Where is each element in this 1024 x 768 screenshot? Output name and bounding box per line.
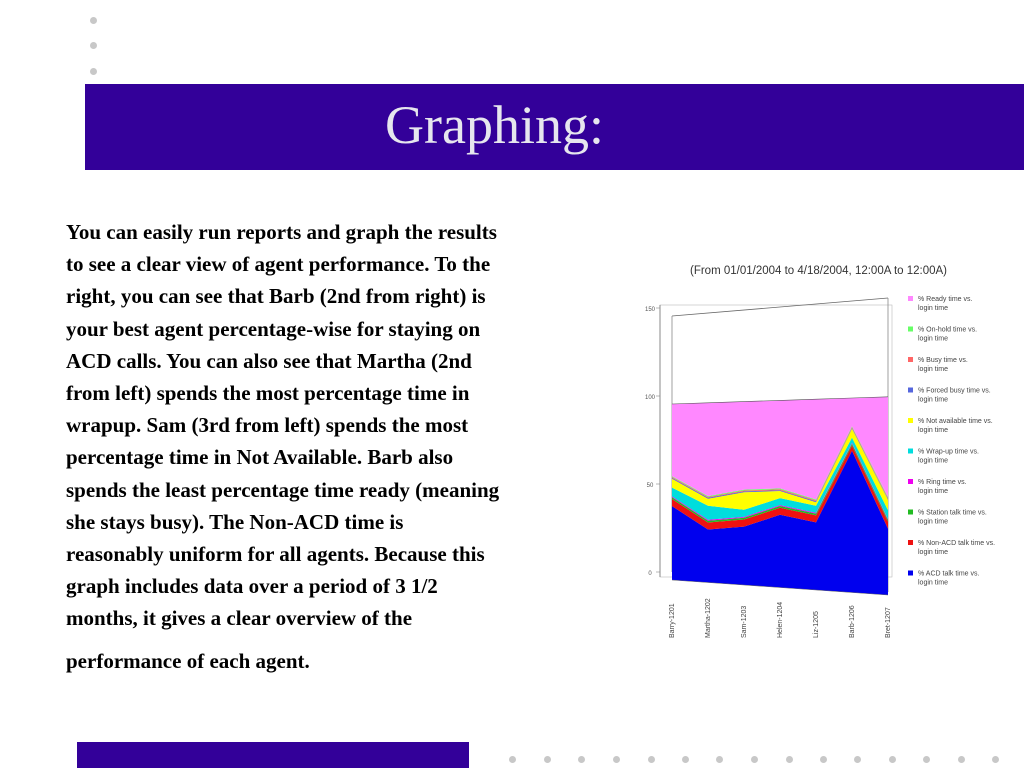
legend-label-line: login time: [918, 305, 948, 312]
x-tick-label: Barry-1201: [669, 603, 676, 638]
body-text-line: from left) spends the most percentage time in: [66, 381, 470, 406]
decorative-dot: [578, 756, 585, 763]
legend-swatch: [908, 540, 913, 545]
decorative-dot: [716, 756, 723, 763]
legend-label-line: login time: [918, 518, 948, 526]
x-tick-label: Bret-1207: [885, 607, 892, 638]
body-text-line: she stays busy). The Non-ACD time is: [66, 509, 404, 534]
legend-label: [918, 418, 993, 434]
legend-label-line: login time: [918, 396, 948, 404]
legend-label: [918, 449, 979, 465]
agent-performance-chart: [640, 250, 1000, 650]
x-tick-label: Martha-1202: [705, 598, 712, 638]
y-tick-label: 0: [648, 571, 652, 577]
decorative-dot: [854, 756, 861, 763]
x-tick-label: Barb-1206: [849, 605, 856, 638]
body-text-line: right, you can see that Barb (2nd from right) is: [66, 284, 486, 309]
chart-title: (From 01/01/2004 to 4/18/2004, 12:00A to 12:00A): [690, 265, 948, 277]
decorative-dot: [751, 756, 758, 763]
legend-label-line: % Station talk time vs.: [918, 509, 987, 517]
body-text-line: wrapup. Sam (3rd from left) spends the most: [66, 413, 469, 438]
legend-label-line: % On-hold time vs.: [918, 326, 978, 334]
decorative-dot: [820, 756, 827, 763]
legend-label-line: login time: [918, 579, 948, 587]
decorative-dot: [923, 756, 930, 763]
decorative-dot: [992, 756, 999, 763]
decorative-dot: [613, 756, 620, 763]
decorative-dot: [786, 756, 793, 763]
y-tick-label: 100: [644, 395, 656, 401]
body-text-line: graph includes data over a period of 3 1/2: [66, 574, 438, 599]
bottom-bar: [77, 742, 469, 768]
legend-swatch: [908, 327, 913, 332]
decorative-dot: [90, 17, 97, 24]
legend-label: [918, 479, 967, 495]
decorative-dot: [544, 756, 551, 763]
legend-label: [918, 571, 980, 587]
legend-swatch: [908, 388, 913, 393]
body-text-line: spends the least percentage time ready (meaning: [66, 477, 500, 502]
decorative-dot: [648, 756, 655, 763]
decorative-dot: [958, 756, 965, 763]
decorative-dot: [509, 756, 516, 763]
decorative-dot: [889, 756, 896, 763]
legend-label-line: % Wrap-up time vs.: [918, 448, 979, 456]
body-text-line: your best agent percentage-wise for staying on: [66, 316, 481, 341]
legend-swatch: [908, 296, 913, 301]
legend-label-line: % Not available time vs.: [918, 418, 993, 425]
legend-label-line: % Forced busy time vs.: [918, 387, 991, 395]
y-tick-label: 150: [644, 307, 656, 313]
body-text-line: percentage time in Not Available. Barb also: [66, 445, 454, 470]
legend-swatch: [908, 449, 913, 454]
legend-swatch: [908, 571, 913, 576]
body-text-line: months, it gives a clear overview of the: [66, 606, 413, 631]
y-tick-label: 50: [646, 483, 654, 489]
body-text-line: performance of each agent.: [66, 648, 310, 673]
legend-swatch: [908, 357, 913, 362]
legend-label: [918, 388, 991, 404]
legend-label-line: % Ring time vs.: [918, 479, 967, 486]
legend-label-line: login time: [918, 549, 948, 556]
decorative-dot: [682, 756, 689, 763]
legend-label-line: % Ready time vs.: [918, 296, 973, 303]
legend-label-line: % Busy time vs.: [918, 357, 968, 364]
legend-label: [918, 327, 977, 343]
decorative-dot: [90, 42, 97, 49]
x-tick-label: Sam-1203: [741, 605, 748, 638]
page-title: Graphing:: [385, 95, 604, 155]
legend-swatch: [908, 418, 913, 423]
body-text-line: ACD calls. You can also see that Martha (2nd: [66, 348, 472, 373]
legend-label-line: login time: [918, 457, 948, 465]
legend-label-line: login time: [918, 488, 948, 495]
body-text: [66, 216, 628, 677]
legend-label-line: % Non-ACD talk time vs.: [918, 540, 996, 547]
legend-label: [918, 540, 995, 556]
legend-label: [918, 357, 968, 373]
legend-swatch: [908, 510, 913, 515]
legend-label: [918, 510, 987, 526]
legend-swatch: [908, 479, 913, 484]
legend-label-line: login time: [918, 335, 948, 343]
body-text-line: You can easily run reports and graph the results: [66, 220, 497, 244]
legend-label-line: login time: [918, 427, 948, 434]
x-tick-label: Helen-1204: [777, 601, 784, 638]
decorative-dot: [90, 68, 97, 75]
legend-label: [918, 296, 973, 312]
x-tick-label: Liz-1205: [813, 611, 820, 638]
legend-label-line: login time: [918, 366, 948, 373]
legend-label-line: % ACD talk time vs.: [918, 570, 980, 578]
body-text-line: to see a clear view of agent performance. To the: [66, 252, 491, 277]
body-text-line: reasonably uniform for all agents. Because this: [66, 542, 485, 567]
